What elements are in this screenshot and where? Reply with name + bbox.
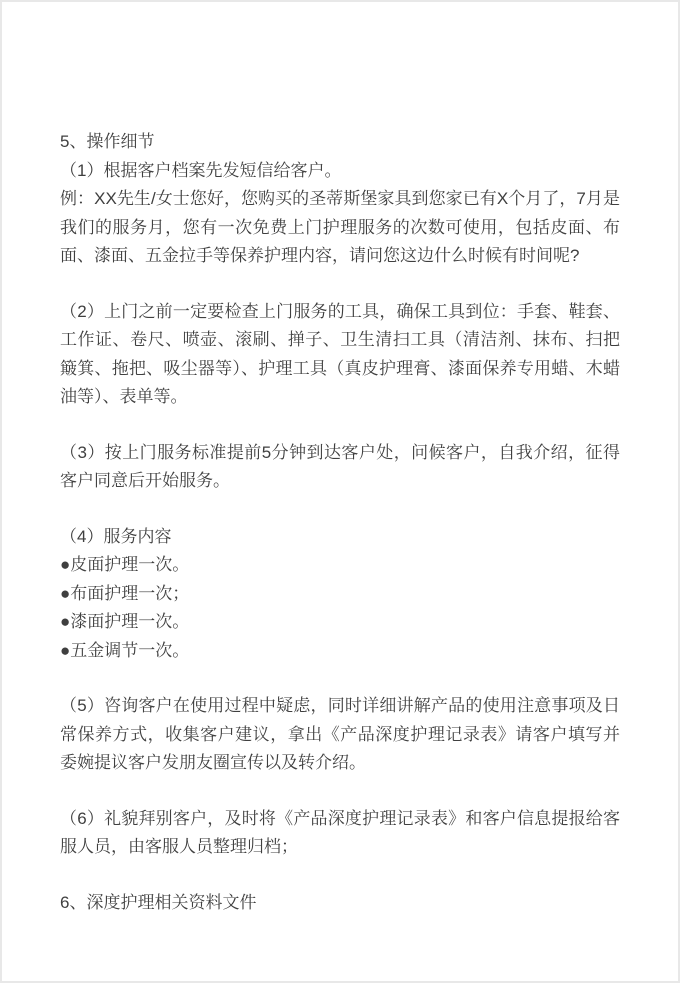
bullet-item [60,551,620,580]
item-5-block [60,692,620,778]
bullet-item [60,580,620,609]
bullet-icon: ● [60,640,71,660]
bullet-item [60,637,620,666]
item-4-block [60,523,620,666]
bullet-text: 漆面护理一次。 [70,612,190,631]
item-1-example-text: 例：XX先生/女士您好，您购买的圣蒂斯堡家具到您家已有X个月了，7月是我们的服务月，您有一次免费上门护理服务的次数可使用，包括皮面、布面、漆面、五金拉手等保养护理内容，请问您这边什么时候有时间呢? [60,189,620,265]
bullet-icon: ● [60,612,71,631]
bullet-icon: ● [60,583,71,603]
item-2-text: （2）上门之前一定要检查上门服务的工具，确保工具到位：手套、鞋套、工作证、卷尺、喷壶、滚刷、掸子、卫生清扫工具（清洁剂、抹布、扫把簸箕、拖把、吸尘器等）、护理工具（真皮护理膏、漆面保养专用蜡、木蜡油等）、表单等。 [60,301,620,406]
section-6-heading: 6、深度护理相关资料文件 [60,892,257,912]
item-3-text: （3）按上门服务标准提前5分钟到达客户处，问候客户，自我介绍，征得客户同意后开始服务。 [60,442,620,490]
item-6-text: （6）礼貌拜别客户，及时将《产品深度护理记录表》和客户信息提报给客服人员，由客服人员整理归档； [60,808,620,856]
item-5-text: （5）咨询客户在使用过程中疑虑，同时详细讲解产品的使用注意事项及日常保养方式，收集客户建议，拿出《产品深度护理记录表》请客户填写并委婉提议客户发朋友圈宣传以及转介绍。 [60,696,620,772]
item-3-block [60,439,620,496]
section-5-intro-block [60,128,620,271]
bullet-icon: ● [60,555,71,574]
section-6-block [60,889,620,918]
bullet-text: 皮面护理一次。 [70,555,190,574]
item-6-block [60,805,620,862]
bullet-text: 五金调节一次。 [70,640,190,660]
bullet-text: 布面护理一次； [70,583,190,603]
item-1-text: （1）根据客户档案先发短信给客户。 [60,160,342,180]
section-5-heading: 5、操作细节 [60,132,155,151]
item-2-block [60,298,620,412]
bullet-item [60,608,620,637]
item-4-heading: （4）服务内容 [60,526,172,546]
